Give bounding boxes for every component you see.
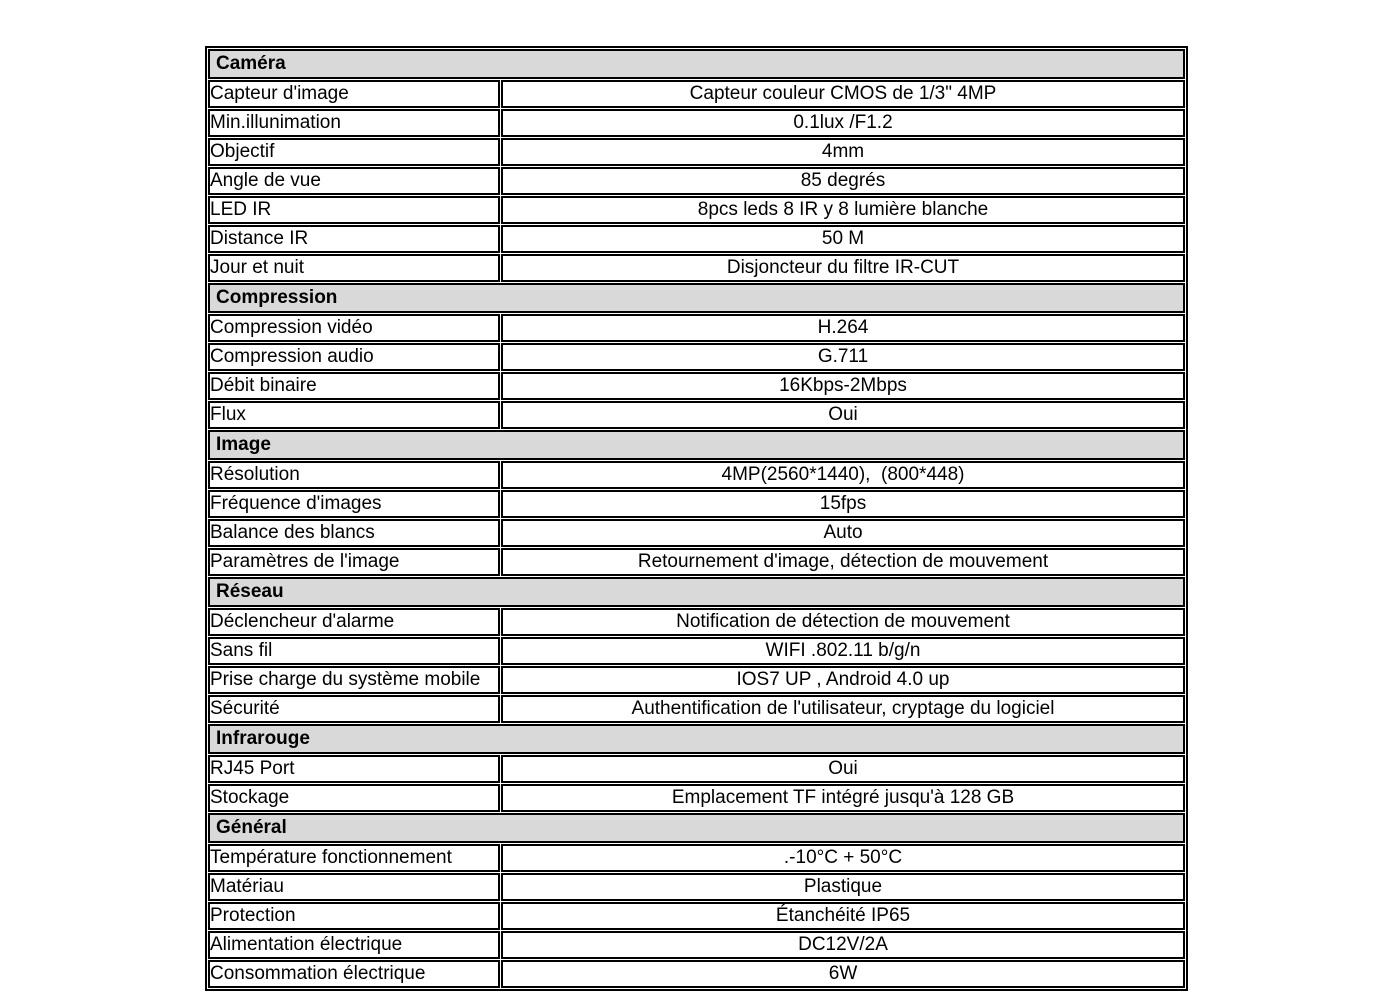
spec-value: Retournement d'image, détection de mouvement xyxy=(501,548,1185,576)
spec-label: Flux xyxy=(208,401,500,429)
table-row xyxy=(208,254,1185,282)
spec-label: Capteur d'image xyxy=(208,80,500,108)
spec-value: .-10°C + 50°C xyxy=(501,844,1185,872)
spec-value: Oui xyxy=(501,755,1185,783)
table-row xyxy=(208,109,1185,137)
table-row xyxy=(208,519,1185,547)
spec-label: Débit binaire xyxy=(208,372,500,400)
spec-value: Notification de détection de mouvement xyxy=(501,608,1185,636)
table-row xyxy=(208,80,1185,108)
spec-value: Auto xyxy=(501,519,1185,547)
spec-label: Objectif xyxy=(208,138,500,166)
spec-label: Prise charge du système mobile xyxy=(208,666,500,694)
section-title: Général xyxy=(208,813,1185,843)
spec-label: Stockage xyxy=(208,784,500,812)
table-row xyxy=(208,490,1185,518)
table-row xyxy=(208,902,1185,930)
table-row xyxy=(208,637,1185,665)
spec-label: Déclencheur d'alarme xyxy=(208,608,500,636)
table-row xyxy=(208,167,1185,195)
section-header-row xyxy=(208,813,1185,843)
table-row xyxy=(208,960,1185,988)
spec-table-container xyxy=(205,46,1188,991)
spec-value: 50 M xyxy=(501,225,1185,253)
spec-label: Compression vidéo xyxy=(208,314,500,342)
spec-value: 4mm xyxy=(501,138,1185,166)
section-header-row xyxy=(208,49,1185,79)
table-row xyxy=(208,314,1185,342)
table-row xyxy=(208,225,1185,253)
spec-value: Plastique xyxy=(501,873,1185,901)
section-title: Caméra xyxy=(208,49,1185,79)
table-row xyxy=(208,196,1185,224)
table-row xyxy=(208,666,1185,694)
section-header-row xyxy=(208,724,1185,754)
table-row xyxy=(208,784,1185,812)
spec-value: Étanchéité IP65 xyxy=(501,902,1185,930)
spec-value: Disjoncteur du filtre IR-CUT xyxy=(501,254,1185,282)
spec-label: RJ45 Port xyxy=(208,755,500,783)
spec-label: Sans fil xyxy=(208,637,500,665)
section-title: Image xyxy=(208,430,1185,460)
table-row xyxy=(208,548,1185,576)
spec-value: Capteur couleur CMOS de 1/3" 4MP xyxy=(501,80,1185,108)
spec-table xyxy=(205,46,1188,991)
spec-label: Température fonctionnement xyxy=(208,844,500,872)
table-row xyxy=(208,138,1185,166)
spec-value: 85 degrés xyxy=(501,167,1185,195)
spec-value: 0.1lux /F1.2 xyxy=(501,109,1185,137)
spec-value: WIFI .802.11 b/g/n xyxy=(501,637,1185,665)
spec-label: Paramètres de l'image xyxy=(208,548,500,576)
spec-value: H.264 xyxy=(501,314,1185,342)
spec-label: Balance des blancs xyxy=(208,519,500,547)
spec-label: Angle de vue xyxy=(208,167,500,195)
spec-label: Compression audio xyxy=(208,343,500,371)
table-row xyxy=(208,755,1185,783)
table-row xyxy=(208,343,1185,371)
section-title: Infrarouge xyxy=(208,724,1185,754)
spec-label: Alimentation électrique xyxy=(208,931,500,959)
table-row xyxy=(208,401,1185,429)
table-row xyxy=(208,461,1185,489)
spec-value: Oui xyxy=(501,401,1185,429)
spec-value: 15fps xyxy=(501,490,1185,518)
spec-label: LED IR xyxy=(208,196,500,224)
spec-label: Protection xyxy=(208,902,500,930)
spec-label: Jour et nuit xyxy=(208,254,500,282)
spec-label: Min.illunimation xyxy=(208,109,500,137)
spec-value: IOS7 UP , Android 4.0 up xyxy=(501,666,1185,694)
spec-value: G.711 xyxy=(501,343,1185,371)
table-row xyxy=(208,873,1185,901)
spec-label: Fréquence d'images xyxy=(208,490,500,518)
spec-value: 4MP(2560*1440), (800*448) xyxy=(501,461,1185,489)
spec-value: DC12V/2A xyxy=(501,931,1185,959)
spec-value: 8pcs leds 8 IR y 8 lumière blanche xyxy=(501,196,1185,224)
table-row xyxy=(208,931,1185,959)
spec-value: Authentification de l'utilisateur, cryptage du logiciel xyxy=(501,695,1185,723)
table-row xyxy=(208,844,1185,872)
table-row xyxy=(208,372,1185,400)
spec-label: Résolution xyxy=(208,461,500,489)
section-title: Compression xyxy=(208,283,1185,313)
spec-value: 6W xyxy=(501,960,1185,988)
section-header-row xyxy=(208,430,1185,460)
spec-label: Matériau xyxy=(208,873,500,901)
section-header-row xyxy=(208,283,1185,313)
spec-value: Emplacement TF intégré jusqu'à 128 GB xyxy=(501,784,1185,812)
spec-label: Consommation électrique xyxy=(208,960,500,988)
table-row xyxy=(208,695,1185,723)
table-row xyxy=(208,608,1185,636)
section-header-row xyxy=(208,577,1185,607)
spec-value: 16Kbps-2Mbps xyxy=(501,372,1185,400)
spec-label: Distance IR xyxy=(208,225,500,253)
spec-label: Sécurité xyxy=(208,695,500,723)
section-title: Réseau xyxy=(208,577,1185,607)
